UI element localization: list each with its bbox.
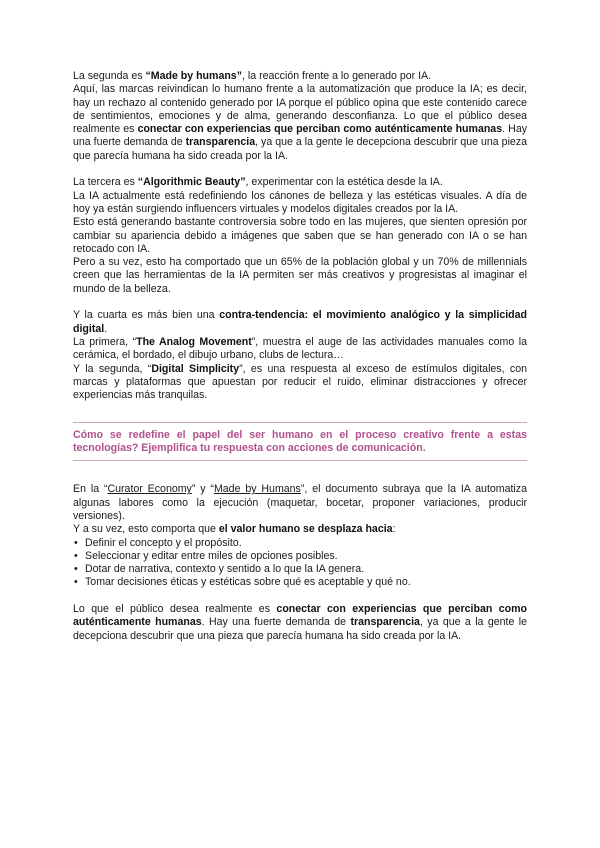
question-box <box>73 422 527 462</box>
made-by-humans-term: “Made by humans” <box>145 70 242 82</box>
spacer <box>73 402 527 415</box>
human-value-list <box>73 537 527 590</box>
spacer <box>73 590 527 603</box>
analog-movement-paragraph: La primera, “The Analog Movement”, muestra el auge de las actividades manuales como la cerámica, el bordado, el dibujo urbano, clubs de lectura… <box>73 335 527 362</box>
question-text: Cómo se redefine el papel del ser humano en el proceso creativo frente a estas tecnologías? Ejemplifica tu respuesta con acciones de comunicación. <box>73 428 527 455</box>
algorithmic-beauty-intro: La tercera es “Algorithmic Beauty”, experimentar con la estética desde la IA. <box>73 176 443 189</box>
made-by-humans-link: Made by Humans <box>213 483 301 496</box>
answer-paragraph-3: Lo que el público desea realmente es conectar con experiencias que perciban como auténticamente humanas. Hay una fuerte demanda de transparencia, ya que a la gente le decepciona descubrir que una pieza que parecía humana ha sido creada por la IA. <box>73 602 527 642</box>
list-item: • Definir el concepto y el propósito. <box>73 537 527 550</box>
made-by-humans-body: Aquí, las marcas reivindican lo humano frente a la automatización que produce la IA; es decir, hay un rechazo al contenido generado por IA porque el público opina que este contenido carece de sentimientos, emociones y de alma, generando desconfianza. Lo que el público desea realmente es conectar con experiencias que perciban como auténticamente humanas. Hay una fuerte demanda de transparencia, ya que a la gente le decepciona descubrir que una pieza que parecía humana ha sido creada por la IA. <box>73 83 528 162</box>
list-item: • Tomar decisiones éticas y estéticas sobre qué es aceptable y qué no. <box>73 576 527 589</box>
algorithmic-beauty-paragraph-3: Pero a su vez, esto ha comportado que un 65% de la población global y un 70% de millennials creen que las herramientas de la IA permiten ser más creativos y progresistas al imaginar el mundo de la belleza. <box>73 256 527 295</box>
algorithmic-beauty-paragraph-2: Esto está generando bastante controversia sobre todo en las mujeres, que sienten opresión por cambiar su apariencia debido a imágenes que saben que se han generado con IA o se han retocado con IA. <box>73 216 527 255</box>
spacer <box>73 163 527 176</box>
list-item: • Seleccionar y editar entre miles de opciones posibles. <box>73 550 527 563</box>
list-item: • Dotar de narrativa, contexto y sentido a lo que la IA genera. <box>73 563 527 576</box>
answer-paragraph-2: Y a su vez, esto comporta que el valor humano se desplaza hacia: <box>73 523 396 536</box>
digital-simplicity-paragraph: Y la segunda, “Digital Simplicity”, es una respuesta al exceso de estímulos digitales, con marcas y plataformas que apuestan por reducir el ruido, eliminar distracciones y ofrecer experiencias más tranquilas. <box>73 362 527 402</box>
algorithmic-beauty-paragraph-1: La IA actualmente está redefiniendo los cánones de belleza y las estéticas visuales. A día de hoy ya están surgiendo influencers virtuales y modelos digitales creados por la IA. <box>73 189 527 215</box>
answer-paragraph-1: En la “Curator Economy” y “Made by Humans”, el documento subraya que la IA automatiza algunas labores como la ejecución (maquetar, bocetar, proponer variaciones, producir versiones). <box>73 483 527 522</box>
curator-economy-link: Curator Economy <box>107 483 192 496</box>
counter-trend-intro: Y la cuarta es más bien una contra-tendencia: el movimiento analógico y la simplicidad digital. <box>73 309 527 335</box>
spacer <box>73 296 527 309</box>
algorithmic-beauty-term: “Algorithmic Beauty” <box>137 176 246 189</box>
made-by-humans-intro: La segunda es “Made by humans”, la reacción frente a lo generado por IA. <box>73 70 432 82</box>
document-page <box>73 70 527 643</box>
